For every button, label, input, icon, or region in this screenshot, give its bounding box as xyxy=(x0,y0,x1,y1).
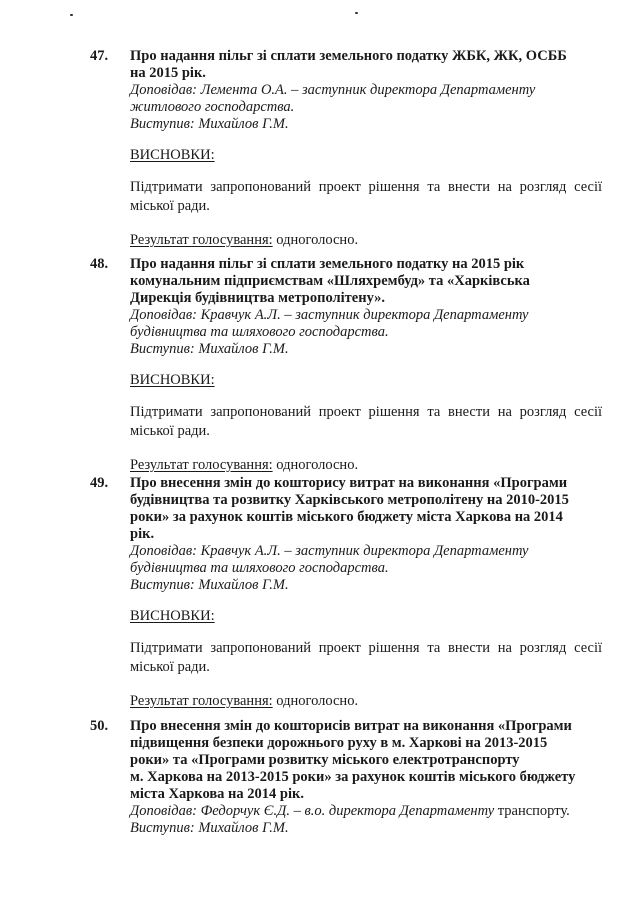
conclusions-heading: ВИСНОВКИ: xyxy=(130,147,215,163)
reporter-line: житлового господарства. xyxy=(130,99,295,115)
result-value: одноголосно. xyxy=(272,693,359,709)
item-number: 49. xyxy=(90,475,109,491)
reporter-line: Кравчук А.Л. – заступник директора Департаменту xyxy=(200,307,529,323)
title-line: м. Харкова на 2013-2015 роки» за рахунок коштів міського бюджету xyxy=(130,769,576,785)
reporter xyxy=(130,543,602,560)
agenda-item-47 xyxy=(90,48,602,249)
reporter-label: Доповідав: xyxy=(130,803,198,819)
conclusions-heading: ВИСНОВКИ: xyxy=(130,608,215,624)
reporter-label: Доповідав: xyxy=(130,82,198,98)
result-label: Результат голосування: xyxy=(130,232,273,248)
result-value: одноголосно. xyxy=(272,232,359,248)
voting-result xyxy=(130,457,602,474)
reporter-tail: транспорту. xyxy=(494,803,570,819)
item-title xyxy=(130,256,602,307)
agenda-item-48 xyxy=(90,256,602,474)
item-title xyxy=(130,475,602,543)
reporter xyxy=(130,307,602,324)
title-line: Дирекція будівництва метрополітену». xyxy=(130,290,386,306)
reporter-label: Доповідав: xyxy=(130,543,198,559)
title-line: Про надання пільг зі сплати земельного податку ЖБК, ЖК, ОСББ xyxy=(130,48,567,64)
title-line: Про надання пільг зі сплати земельного податку на 2015 рік xyxy=(130,256,525,272)
reporter-line: будівництва та шляхового господарства. xyxy=(130,324,389,340)
reporter-label: Доповідав: xyxy=(130,307,198,323)
agenda-item-49 xyxy=(90,475,602,710)
decision-text: Підтримати запропонований проект рішення та внести на розгляд сесії міської ради. xyxy=(130,640,602,675)
agenda-item-50 xyxy=(90,718,602,837)
speaker: Виступив: Михайлов Г.М. xyxy=(130,116,289,132)
reporter-line: Федорчук Є.Д. – в.о. директора Департаменту xyxy=(200,803,495,819)
title-line: підвищення безпеки дорожнього руху в м. Харкові на 2013-2015 xyxy=(130,735,548,751)
speaker: Виступив: Михайлов Г.М. xyxy=(130,577,289,593)
reporter xyxy=(130,803,602,820)
item-number: 50. xyxy=(90,718,109,734)
item-number: 47. xyxy=(90,48,109,64)
decision-text: Підтримати запропонований проект рішення та внести на розгляд сесії міської ради. xyxy=(130,404,602,439)
title-line: міста Харкова на 2014 рік. xyxy=(130,786,304,802)
item-title xyxy=(130,718,602,803)
result-label: Результат голосування: xyxy=(130,693,273,709)
reporter-line: Кравчук А.Л. – заступник директора Департаменту xyxy=(200,543,529,559)
reporter xyxy=(130,82,602,99)
speaker: Виступив: Михайлов Г.М. xyxy=(130,820,289,836)
reporter-line: Лемента О.А. – заступник директора Департаменту xyxy=(200,82,536,98)
title-line: роки» та «Програми розвитку міського електротранспорту xyxy=(130,752,520,768)
scan-mark-center xyxy=(355,12,358,14)
result-value: одноголосно. xyxy=(272,457,359,473)
scan-mark-left xyxy=(70,14,73,16)
speaker: Виступив: Михайлов Г.М. xyxy=(130,341,289,357)
conclusions-heading: ВИСНОВКИ: xyxy=(130,372,215,388)
title-line: роки» за рахунок коштів міського бюджету міста Харкова на 2014 xyxy=(130,509,563,525)
title-line: Про внесення змін до кошторисів витрат на виконання «Програми xyxy=(130,718,572,734)
title-line: Про внесення змін до кошторису витрат на виконання «Програми xyxy=(130,475,568,491)
title-line: на 2015 рік. xyxy=(130,65,206,81)
voting-result xyxy=(130,693,602,710)
decision-text: Підтримати запропонований проект рішення та внести на розгляд сесії міської ради. xyxy=(130,179,602,214)
voting-result xyxy=(130,232,602,249)
item-number: 48. xyxy=(90,256,109,272)
title-line: рік. xyxy=(130,526,155,542)
title-line: комунальним підприємствам «Шляхрембуд» та «Харківська xyxy=(130,273,530,289)
title-line: будівництва та розвитку Харківського метрополітену на 2010-2015 xyxy=(130,492,569,508)
item-title xyxy=(130,48,602,82)
result-label: Результат голосування: xyxy=(130,457,273,473)
reporter-line: будівництва та шляхового господарства. xyxy=(130,560,389,576)
